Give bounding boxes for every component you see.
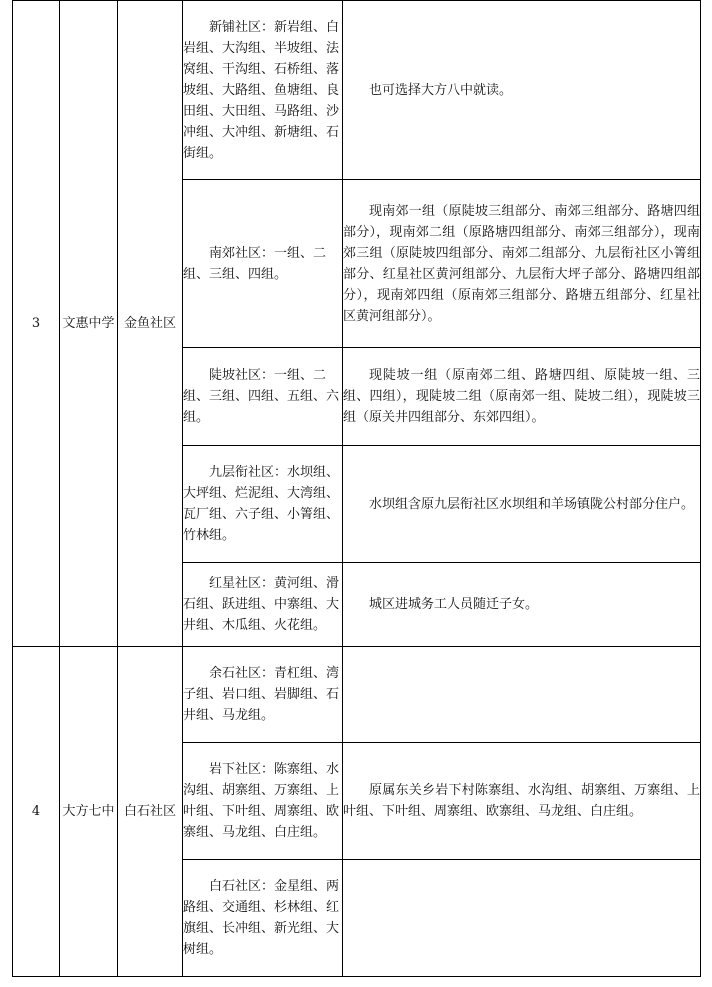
school-name: 大方七中 <box>60 647 118 977</box>
row-number: 4 <box>13 647 60 977</box>
area-name: 金鱼社区 <box>118 1 183 647</box>
school-name: 文惠中学 <box>60 1 118 647</box>
community-cell: 余石社区：青杠组、湾子组、岩口组、岩脚组、石井组、马龙组。 <box>183 647 343 743</box>
community-cell: 新铺社区：新岩组、白岩组、大沟组、半坡组、法窝组、干沟组、石桥组、落坡组、大路组、鱼塘组、良田组、大田组、马路组、沙冲组、大冲组、新塘组、石街组。 <box>183 1 343 180</box>
note-cell: 也可选择大方八中就读。 <box>343 1 701 180</box>
table-row <box>13 647 701 743</box>
community-cell: 红星社区：黄河组、滑石组、跃进组、中寨组、大井组、木瓜组、火花组。 <box>183 563 343 647</box>
community-cell: 陡坡社区：一组、二组、三组、四组、五组、六组。 <box>183 348 343 446</box>
note-cell: 现陡坡一组（原南郊二组、路塘四组、原陡坡一组、三组、四组），现陡坡二组（原南郊一组、陡坡二组），现陡坡三组（原关井四组部分、东郊四组）。 <box>343 348 701 446</box>
note-cell: 原属东关乡岩下村陈寨组、水沟组、胡寨组、万寨组、上叶组、下叶组、周寨组、欧寨组、马龙组、白庄组。 <box>343 743 701 860</box>
table-row <box>13 1 701 180</box>
row-number: 3 <box>13 1 60 647</box>
note-cell: 水坝组含原九层衔社区水坝组和羊场镇陇公村部分住户。 <box>343 446 701 563</box>
note-cell <box>343 860 701 977</box>
community-cell: 九层衔社区：水坝组、大坪组、烂泥组、大湾组、瓦厂组、六子组、小箐组、竹林组。 <box>183 446 343 563</box>
enrollment-zone-table <box>12 0 701 977</box>
area-name: 白石社区 <box>118 647 183 977</box>
note-cell <box>343 647 701 743</box>
community-cell: 岩下社区：陈寨组、水沟组、胡寨组、万寨组、上叶组、下叶组、周寨组、欧寨组、马龙组、白庄组。 <box>183 743 343 860</box>
community-cell: 南郊社区：一组、二组、三组、四组。 <box>183 180 343 348</box>
note-cell: 城区进城务工人员随迁子女。 <box>343 563 701 647</box>
community-cell: 白石社区：金星组、两路组、交通组、杉林组、红旗组、长冲组、新光组、大树组。 <box>183 860 343 977</box>
note-cell: 现南郊一组（原陡坡三组部分、南郊三组部分、路塘四组部分），现南郊二组（原路塘四组部分、南郊三组部分），现南郊三组（原陡坡四组部分、南郊二组部分、九层衔社区小箐组部分、红星社区黄河组部分、九层衔大坪子部分、路塘四组部分），现南郊四组（原南郊三组部分、路塘五组部分、红星社区黄河组部分）。 <box>343 180 701 348</box>
